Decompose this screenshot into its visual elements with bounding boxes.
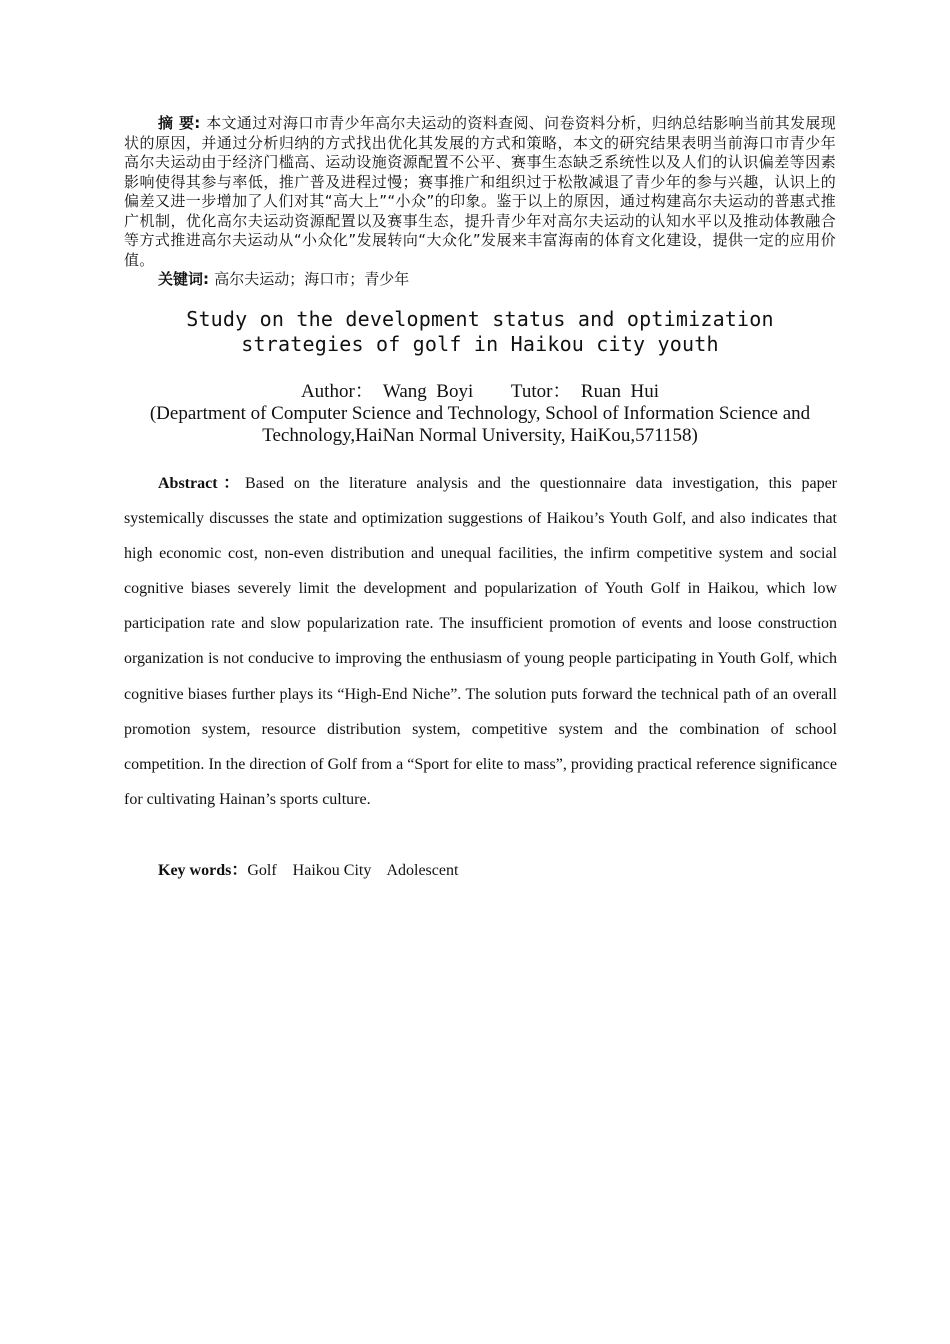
- english-abstract: [124, 466, 837, 817]
- english-title: [100, 307, 860, 357]
- english-abstract-text: Based on the literature analysis and the questionnaire data investigation, this paper systemically discusses the state and optimization suggestions of Haikou’s Youth Golf, and also indicates that high economic cost, non-even distribution and unequal facilities, the infirm competitive system and social cognitive biases severely limit the development and popularization of Youth Golf in Haikou, which low participation rate and slow popularization rate. The insufficient promotion of events and loose construction organization is not conducive to improving the enthusiasm of young people participating in Youth Golf, which cognitive biases further plays its “High-End Niche”. The solution puts forward the technical path of an overall promotion system, resource distribution system, competitive system and the combination of school competition. In the direction of Golf from a “Sport for elite to mass”, providing practical reference significance for cultivating Hainan’s sports culture.: [124, 475, 838, 808]
- english-title-line-1: Study on the development status and optimization: [186, 307, 774, 331]
- english-keywords: [158, 860, 458, 882]
- chinese-abstract: [124, 114, 836, 270]
- chinese-keywords-text: 高尔夫运动；海口市；青少年: [214, 270, 410, 288]
- chinese-abstract-text: 本文通过对海口市青少年高尔夫运动的资料查阅、问卷资料分析，归纳总结影响当前其发展现状的原因，并通过分析归纳的方式找出优化其发展的方式和策略，本文的研究结果表明当前海口市青少年高尔夫运动由于经济门槛高、运动设施资源配置不公平、赛事生态缺乏系统性以及人们的认识偏差等因素影响使得其参与率低，推广普及进程过慢；赛事推广和组织过于松散减退了青少年的参与兴趣，认识上的偏差又进一步增加了人们对其“高大上”“小众”的印象。鉴于以上的原因，通过构建高尔夫运动的普惠式推广机制，优化高尔夫运动资源配置以及赛事生态，提升青少年对高尔夫运动的认知水平以及推动体教融合等方式推进高尔夫运动从“小众化”发展转向“大众化”发展来丰富海南的体育文化建设，提供一定的应用价值。: [124, 114, 836, 269]
- english-title-line-2: strategies of golf in Haikou city youth: [241, 332, 719, 356]
- author-tutor-line: Author： Wang Boyi Tutor： Ruan Hui: [300, 381, 660, 402]
- english-keywords-text: Golf Haikou City Adolescent: [247, 862, 459, 879]
- chinese-abstract-label: 摘 要:: [158, 114, 207, 132]
- chinese-keywords-label: 关键词:: [158, 270, 215, 288]
- chinese-keywords: [158, 270, 409, 289]
- english-abstract-label: Abstract：: [158, 475, 246, 492]
- english-keywords-label: Key words：: [158, 862, 248, 879]
- affiliation: (Department of Computer Science and Technology, School of Information Science and Technology,HaiNan Normal University, HaiKou,571158): [149, 403, 811, 446]
